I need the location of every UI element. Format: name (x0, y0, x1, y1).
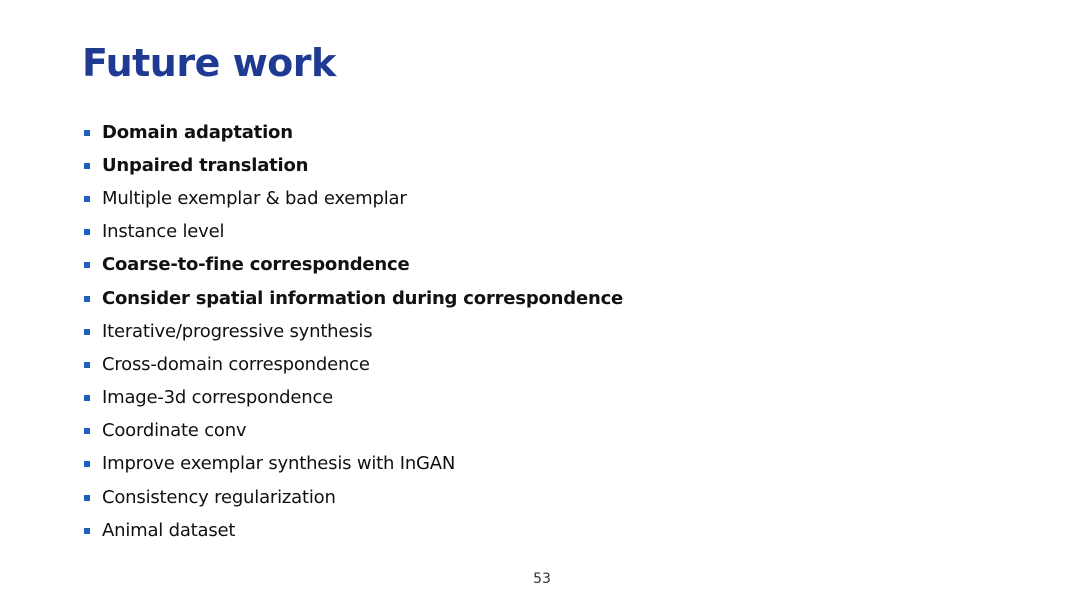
square-bullet-icon (84, 196, 90, 202)
square-bullet-icon (84, 130, 90, 136)
list-item-text: Improve exemplar synthesis with InGAN (102, 453, 456, 475)
square-bullet-icon (84, 229, 90, 235)
list-item (84, 348, 623, 381)
list-item (84, 116, 623, 149)
list-item-text: Iterative/progressive synthesis (102, 320, 373, 342)
square-bullet-icon (84, 329, 90, 335)
list-item-text: Consistency regularization (102, 486, 336, 508)
square-bullet-icon (84, 262, 90, 268)
list-item (84, 282, 623, 315)
list-item (84, 382, 623, 415)
slide-title: Future work (82, 41, 336, 85)
square-bullet-icon (84, 528, 90, 534)
square-bullet-icon (84, 163, 90, 169)
square-bullet-icon (84, 362, 90, 368)
list-item-text: Cross-domain correspondence (102, 353, 370, 375)
page-number: 53 (533, 571, 551, 587)
list-item (84, 149, 623, 182)
list-item (84, 216, 623, 249)
list-item (84, 182, 623, 215)
list-item (84, 315, 623, 348)
bullet-list (84, 116, 623, 547)
list-item (84, 415, 623, 448)
list-item (84, 448, 623, 481)
list-item-text: Domain adaptation (102, 121, 293, 143)
list-item (84, 249, 623, 282)
list-item (84, 514, 623, 547)
list-item-text: Coarse-to-fine correspondence (102, 254, 410, 276)
square-bullet-icon (84, 428, 90, 434)
list-item-text: Image-3d correspondence (102, 387, 334, 409)
list-item-text: Consider spatial information during correspondence (102, 287, 624, 309)
list-item-text: Instance level (102, 221, 225, 243)
list-item (84, 481, 623, 514)
square-bullet-icon (84, 495, 90, 501)
list-item-text: Multiple exemplar & bad exemplar (102, 187, 407, 209)
square-bullet-icon (84, 461, 90, 467)
list-item-text: Animal dataset (102, 519, 236, 541)
list-item-text: Coordinate conv (102, 420, 247, 442)
square-bullet-icon (84, 395, 90, 401)
square-bullet-icon (84, 296, 90, 302)
list-item-text: Unpaired translation (102, 154, 309, 176)
